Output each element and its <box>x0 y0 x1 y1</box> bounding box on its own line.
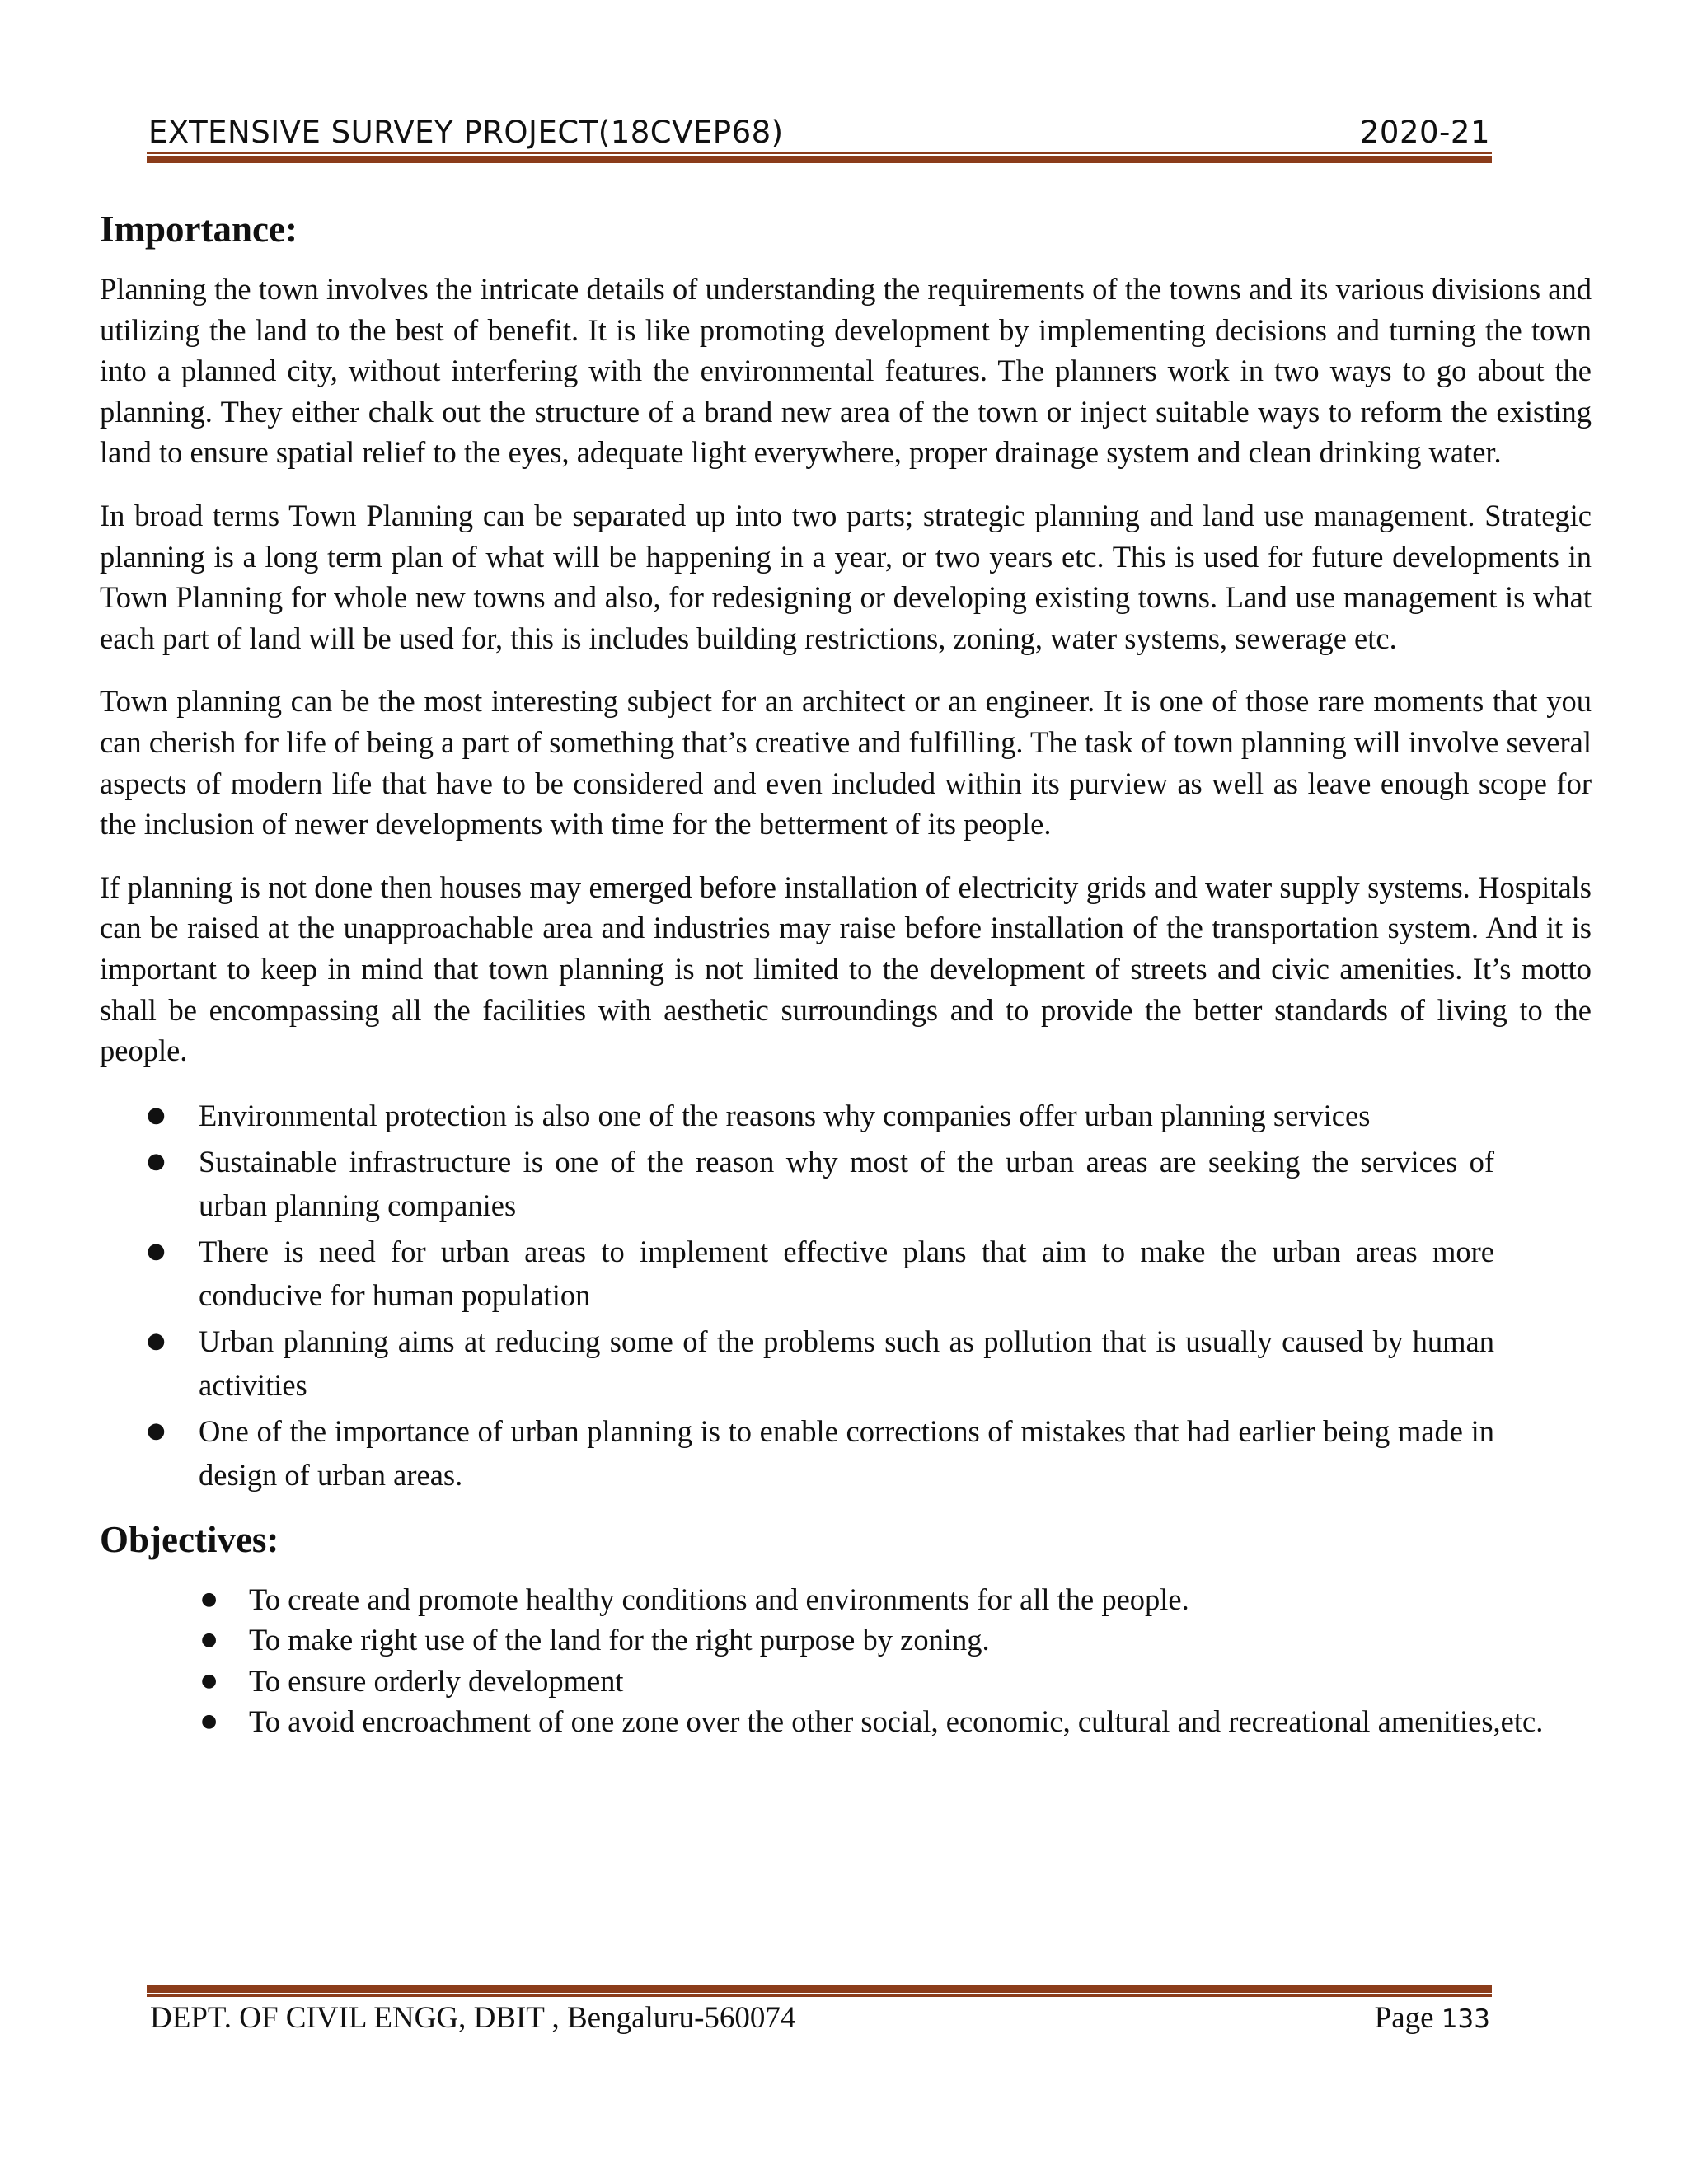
bullet-icon: ● <box>147 1102 166 1127</box>
bullet-icon: ● <box>147 1148 166 1174</box>
header-rule-thin <box>147 152 1492 154</box>
objective-text: To create and promote healthy conditions and environments for all the people. <box>249 1582 1189 1616</box>
bullet-icon: ● <box>147 1418 166 1443</box>
objectives-heading: Objectives: <box>100 1518 279 1560</box>
objective-item <box>201 1701 1592 1742</box>
importance-paragraph-4: If planning is not done then houses may emerged before installation of electricity grids and water supply systems. Hospitals can be raised at the unapproachable area and industries may raise before installation of the transportation system. And it is important to keep in mind that town planning is not limited to the development of streets and civic amenities. It’s motto shall be encompassing all the facilities with aesthetic surroundings and to provide the better standards of living to the people. <box>100 869 1592 1068</box>
bullet-icon: ● <box>147 1238 166 1263</box>
header-rule-thick <box>147 156 1492 163</box>
bullet-icon: ● <box>201 1670 218 1691</box>
bullet-text: Environmental protection is also one of the reasons why companies offer urban planning services <box>199 1098 1371 1132</box>
importance-bullet-list <box>100 1094 1494 1497</box>
objective-item <box>201 1619 1592 1661</box>
importance-bullet-item <box>147 1319 1494 1407</box>
importance-bullet-item <box>147 1230 1494 1317</box>
footer-page <box>1375 2000 1490 2036</box>
bullet-text: One of the importance of urban planning is to enable corrections of mistakes that had earlier being made in design of urban areas. <box>199 1413 1494 1492</box>
page-body <box>100 208 1592 1742</box>
bullet-icon: ● <box>201 1588 218 1610</box>
importance-heading: Importance: <box>100 209 298 250</box>
bullet-icon: ● <box>201 1711 218 1732</box>
header-year: 2020-21 <box>1359 115 1490 150</box>
objectives-bullet-list <box>100 1579 1592 1742</box>
bullet-text: Urban planning aims at reducing some of the problems such as pollution that is usually caused by human activities <box>199 1324 1494 1402</box>
objective-item <box>201 1579 1592 1620</box>
importance-bullet-item <box>147 1140 1494 1227</box>
header-title: EXTENSIVE SURVEY PROJECT(18CVEP68) <box>148 115 784 150</box>
objective-item <box>201 1661 1592 1702</box>
importance-paragraph-3: Town planning can be the most interesting subject for an architect or an engineer. It is one of those rare moments that you can cherish for life of being a part of something that’s creative and fulfilling. The task of town planning will involve several aspects of modern life that have to be considered and even included within its purview as well as leave enough scope for the inclusion of newer developments with time for the betterment of its people. <box>100 684 1592 841</box>
bullet-text: There is need for urban areas to implement effective plans that aim to make the urban areas more conducive for human population <box>199 1234 1494 1312</box>
importance-paragraph-1: Planning the town involves the intricate details of understanding the requirements of the towns and its various divisions and utilizing the land to the best of benefit. It is like promoting development by implementing decisions and turning the town into a planned city, without interfering with the environmental features. The planners work in two ways to go about the planning. They either chalk out the structure of a brand new area of the town or inject suitable ways to reform the existing land to ensure spatial relief to the eyes, adequate light everywhere, proper drainage system and clean drinking water. <box>100 272 1592 470</box>
footer-department: DEPT. OF CIVIL ENGG, DBIT , Bengaluru-560074 <box>150 2001 796 2035</box>
importance-bullet-item <box>147 1094 1494 1137</box>
objective-text: To avoid encroachment of one zone over the other social, economic, cultural and recreational amenities,etc. <box>249 1704 1544 1739</box>
objective-text: To ensure orderly development <box>249 1663 624 1698</box>
footer-rule-thin <box>147 1994 1492 1997</box>
objective-text: To make right use of the land for the right purpose by zoning. <box>249 1623 990 1657</box>
page-header <box>147 97 1492 150</box>
page-footer <box>148 2000 1492 2046</box>
bullet-icon: ● <box>147 1328 166 1353</box>
importance-paragraph-2: In broad terms Town Planning can be separated up into two parts; strategic planning and land use management. Strategic planning is a long term plan of what will be happening in a year, or two years etc. This is used for future developments in Town Planning for whole new towns and also, for redesigning or developing existing towns. Land use management is what each part of land will be used for, this is includes building restrictions, zoning, water systems, sewerage etc. <box>100 498 1592 655</box>
bullet-text: Sustainable infrastructure is one of the reason why most of the urban areas are seeking the services of urban planning companies <box>199 1144 1494 1222</box>
bullet-icon: ● <box>201 1629 218 1651</box>
footer-rule-thick <box>147 1985 1492 1993</box>
page-label: Page <box>1374 2001 1434 2035</box>
importance-bullet-item <box>147 1409 1494 1497</box>
page-number: 133 <box>1441 2004 1490 2034</box>
